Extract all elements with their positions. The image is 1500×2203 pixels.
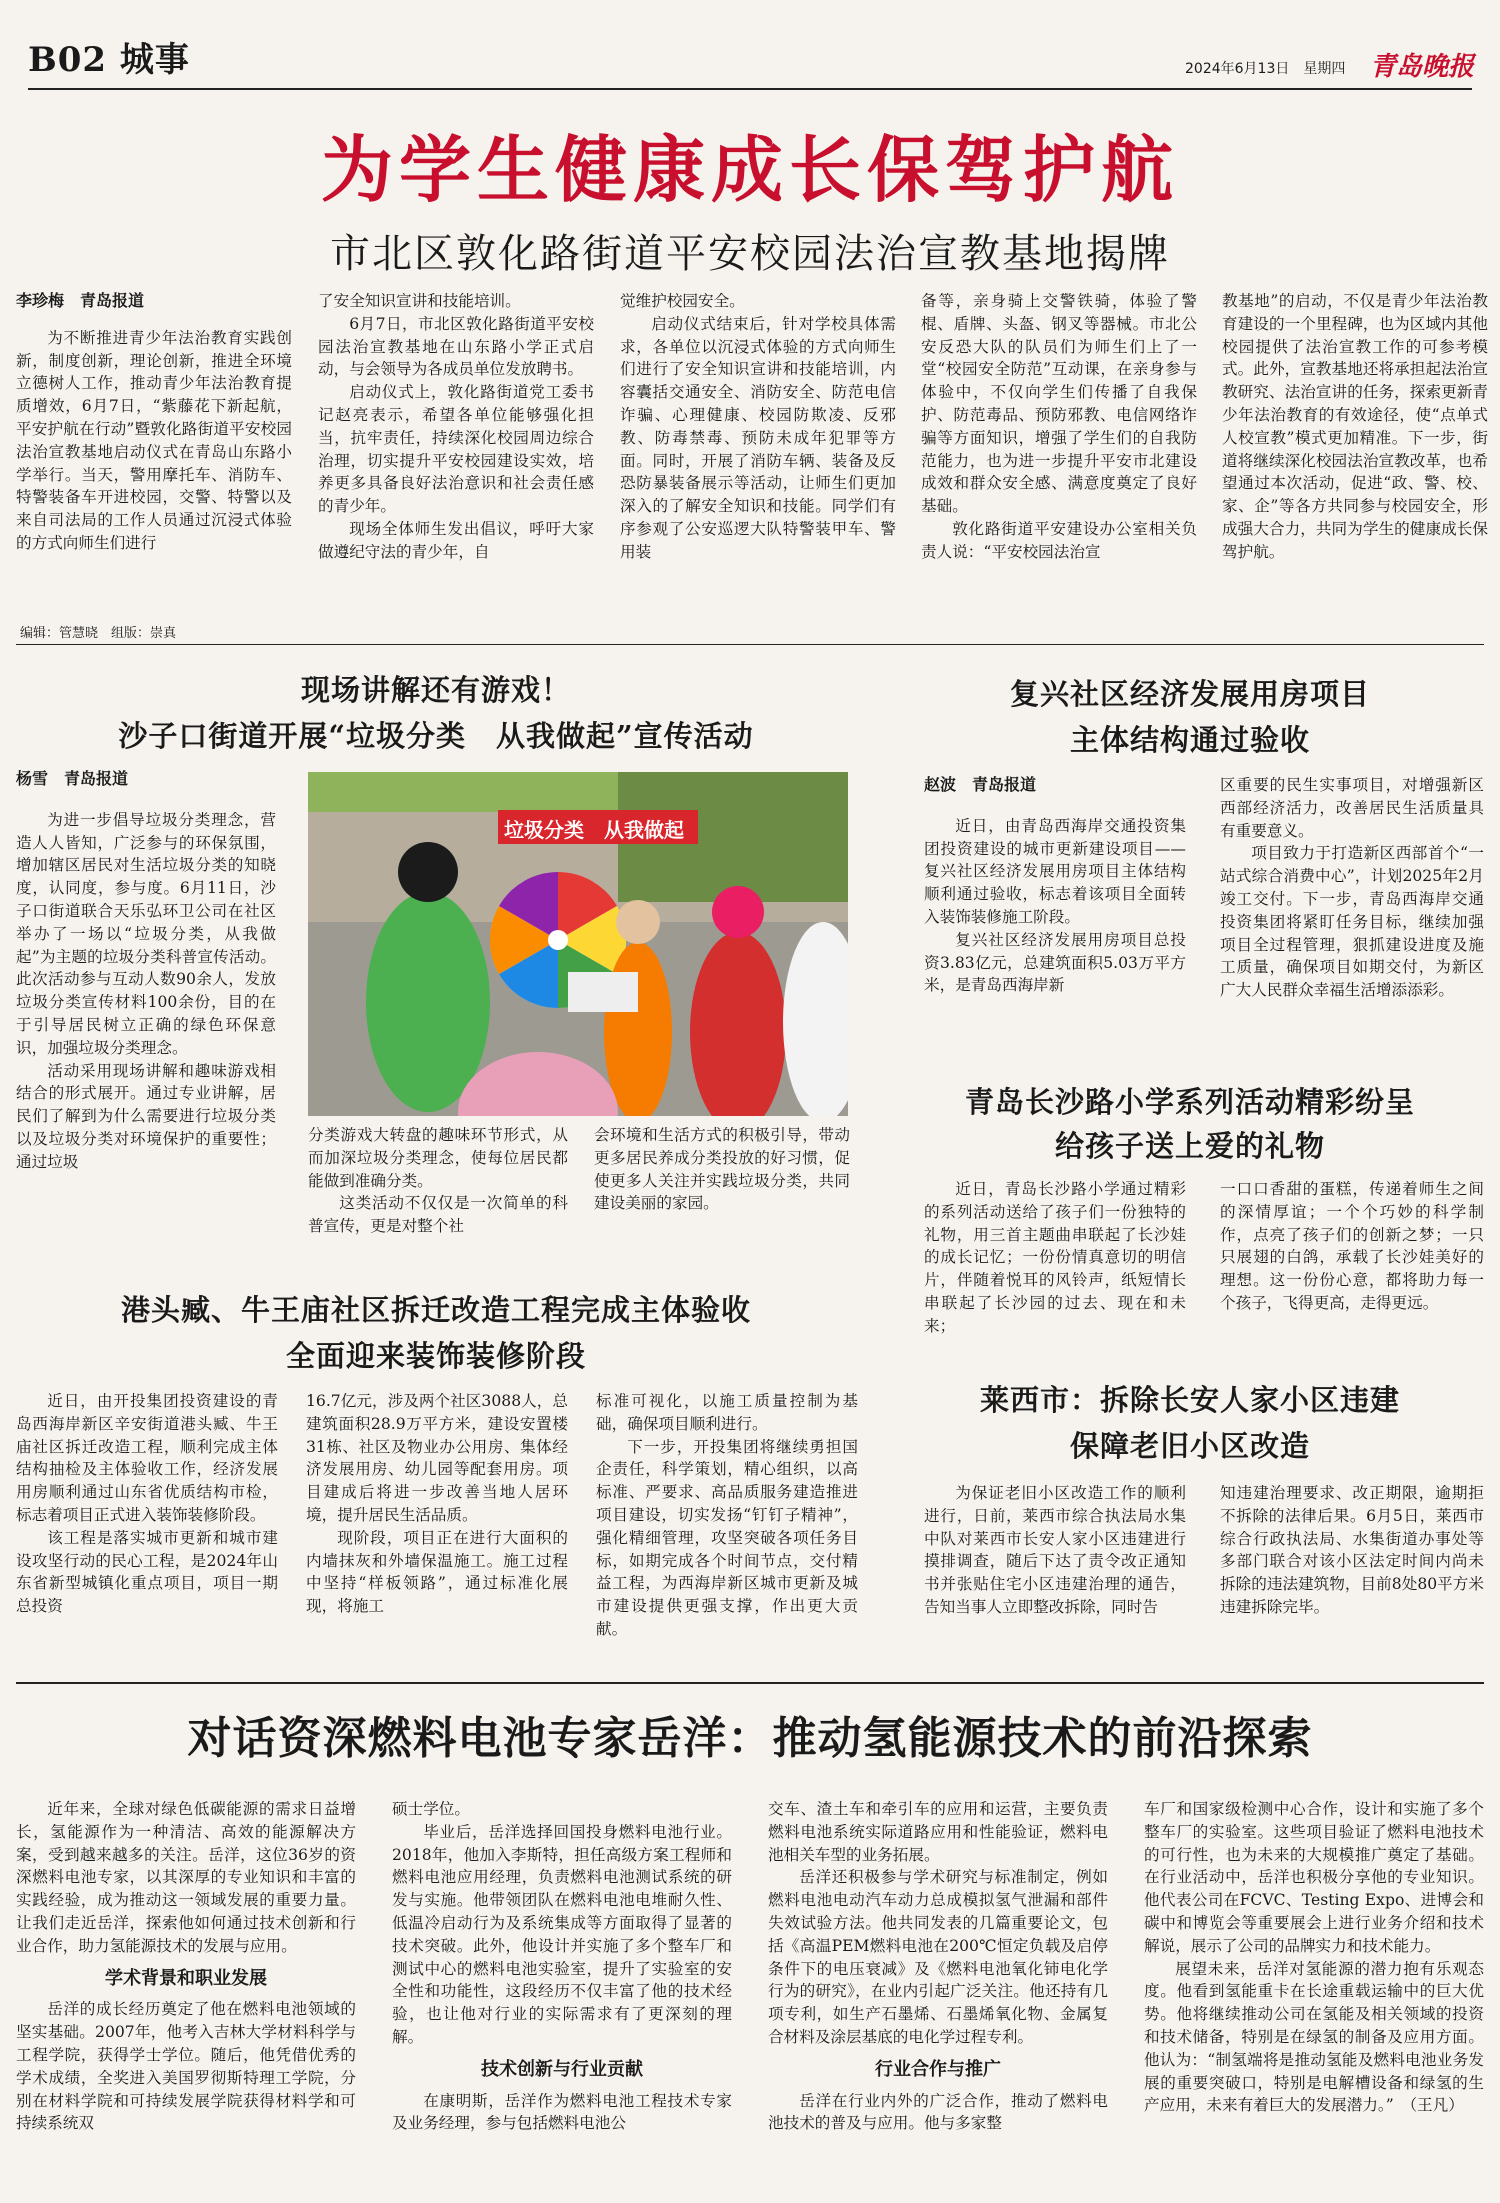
lead-column-2: [318, 290, 594, 610]
fuelcell-paragraph: 近年来，全球对绿色低碳能源的需求日益增长，氢能源作为一种清洁、高效的能源解决方案，受到越来越多的关注。岳洋，这位36岁的资深燃料电池专家，以其深厚的专业知识和丰富的实践经验，成为推动这一领域发展的重要力量。让我们走近岳洋，探索他如何通过技术创新和行业合作，助力氢能源技术的发展与应用。: [16, 1800, 356, 1955]
issue-date: 2024年6月13日 星期四: [1185, 61, 1346, 77]
gangtou-headline-1: 港头臧、牛王庙社区拆迁改造工程完成主体验收: [120, 1293, 751, 1327]
laixi-paragraph: 为保证老旧小区改造工作的顺利进行，日前，莱西市综合执法局水集中队对莱西市长安人家小区违建进行摸排调查，随后下达了责令改正通知书并张贴住宅小区违建治理的通告，告知当事人立即整改拆除，同时告: [924, 1484, 1186, 1616]
changsha-headline-2: 给孩子送上爱的礼物: [1054, 1129, 1325, 1163]
laixi-column-1: [924, 1482, 1186, 1658]
lead-byline: 李珍梅 青岛报道: [16, 291, 145, 310]
garbage-headline-1: 现场讲解还有游戏！: [300, 673, 571, 707]
lead-subheadline: 市北区敦化路街道平安校园法治宣教基地揭牌: [330, 231, 1170, 277]
fuelcell-subhead: 行业合作与推广: [875, 2058, 1001, 2080]
fuelcell-subhead: 学术背景和职业发展: [105, 1967, 267, 1989]
garbage-paragraph: 活动采用现场讲解和趣味游戏相结合的形式展开。通过专业讲解，居民们了解到为什么需要进行垃圾分类以及垃圾分类对环境保护的重要性；通过垃圾: [16, 1061, 276, 1171]
fuelcell-column-3: [768, 1798, 1108, 2194]
changsha-paragraph: 近日，青岛长沙路小学通过精彩的系列活动送给了孩子们一份独特的礼物，用三首主题曲串联起了长沙娃的成长记忆；一份份情真意切的明信片，伴随着悦耳的风铃声，纸短情长串联起了长沙园的过去、现在和未来；: [924, 1180, 1186, 1335]
laixi-column-2: [1220, 1482, 1484, 1658]
photo-banner-text: 垃圾分类 从我做起: [504, 818, 684, 842]
lead-paragraph: 启动仪式结束后，针对学校具体需求，各单位以沉浸式体验的方式向师生们进行了安全知识宣讲和技能培训，内容囊括交通安全、消防安全、防范电信诈骗、心理健康、校园防欺凌、反邪教、防毒禁毒、预防未成年犯罪等方面。同时，开展了消防车辆、装备及反恐防暴装备展示等活动，让师生们更加深入的了解安全知识和技能。同学们有序参观了公安巡逻大队特警装甲车、警用装: [620, 314, 896, 561]
gangtou-column-1: [16, 1390, 278, 1658]
laixi-headline-2: 保障老旧小区改造: [1069, 1429, 1310, 1463]
gangtou-paragraph: 该工程是落实城市更新和城市建设攻坚行动的民心工程，是2024年山东省新型城镇化重点项目，项目一期总投资: [16, 1528, 278, 1616]
fuxing-paragraph: 区重要的民生实事项目，对增强新区西部经济活力，改善居民生活质量具有重要意义。: [1220, 776, 1484, 840]
garbage-paragraph: 这类活动不仅仅是一次简单的科普宣传，更是对整个社: [308, 1194, 568, 1236]
fuelcell-headline: 对话资深燃料电池专家岳洋：推动氢能源技术的前沿探索: [187, 1713, 1313, 1764]
gangtou-paragraph: 现阶段，项目正在进行大面积的内墙抹灰和外墙保温施工。施工过程中坚持“样板领路”，通过标准化展现，将施工: [306, 1528, 568, 1616]
garbage-column-1: [16, 768, 276, 1258]
garbage-paragraph: 会环境和生活方式的积极引导，带动更多居民养成分类投放的好习惯，促使更多人关注并实践垃圾分类，共同建设美丽的家园。: [594, 1126, 850, 1213]
lead-paragraph: 教基地”的启动，不仅是青少年法治教育建设的一个里程碑，也为区域内其他校园提供了法治宣教工作的可参考模式。此外，宣教基地还将承担起法治宣教研究、法治宣讲的任务，探索更新青少年法治教育的有效途径，使“点单式人校宣教”模式更加精准。下一步，街道将继续深化校园法治宣教改革，也希望通过本次活动，促进“政、警、校、家、企”等各方共同参与校园安全，形成强大合力，共同为学生的健康成长保驾护航。: [1222, 292, 1488, 561]
lead-paragraph: 为不断推进青少年法治教育实践创新，制度创新，理论创新，推进全环境立德树人工作，推动青少年法治教育提质增效，6月7日，“紫藤花下新起航，平安护航在行动”暨敦化路街道平安校园法治宣教基地启动仪式在青岛山东路小学举行。当天，警用摩托车、消防车、特警装备车开进校园，交警、特警以及来自司法局的工作人员通过沉浸式体验的方式向师生们进行: [16, 328, 292, 552]
lead-column-3: [620, 290, 896, 610]
fuxing-paragraph: 近日，由青岛西海岸交通投资集团投资建设的城市更新建设项目——复兴社区经济发展用房项目主体结构顺利通过验收，标志着该项目全面转入装饰装修施工阶段。: [924, 816, 1186, 926]
gangtou-paragraph: 近日，由开投集团投资建设的青岛西海岸新区辛安街道港头臧、牛王庙社区拆迁改造工程，顺利完成主体结构抽检及主体验收工作，经济发展用房顺利通过山东省优质结构市检，标志着项目正式进入装饰装修阶段。: [16, 1392, 278, 1524]
lead-paragraph: 现场全体师生发出倡议，呼吁大家做遵纪守法的青少年，自: [318, 519, 594, 561]
garbage-column-2: [308, 1124, 568, 1264]
fuelcell-paragraph: 交车、渣土车和牵引车的应用和运营，主要负责燃料电池系统实际道路应用和性能验证，燃料电池相关车型的业务拓展。: [768, 1800, 1108, 1864]
section-label: B02 城事: [28, 40, 190, 80]
lead-paragraph: 6月7日，市北区敦化路街道平安校园法治宣教基地在山东路小学正式启动，与会领导为各成员单位发放聘书。: [318, 314, 594, 379]
fuelcell-column-2: [392, 1798, 732, 2194]
lead-column-4: [921, 290, 1197, 610]
gangtou-headline-2: 全面迎来装饰装修阶段: [285, 1339, 586, 1373]
fuxing-column-2: [1220, 774, 1484, 1074]
fuelcell-paragraph: 车厂和国家级检测中心合作，设计和实施了多个整车厂的实验室。这些项目验证了燃料电池技术的可行性，也为未来的大规模推广奠定了基础。在行业活动中，岳洋也积极分享他的专业知识。他代表公司在FCVC、Testing Expo、进博会和碳中和博览会等重要展会上进行业务介绍和技术解说，展示了公司的品牌实力和技术能力。: [1144, 1800, 1484, 1955]
changsha-column-1: [924, 1178, 1186, 1348]
fuxing-byline: 赵波 青岛报道: [924, 775, 1037, 794]
fuelcell-paragraph: 硕士学位。: [392, 1800, 470, 1818]
fuxing-headline-2: 主体结构通过验收: [1069, 723, 1310, 757]
garbage-byline: 杨雪 青岛报道: [16, 769, 129, 788]
fuelcell-subhead: 技术创新与行业贡献: [481, 2058, 643, 2080]
changsha-column-2: [1220, 1178, 1484, 1348]
fuelcell-column-1: [16, 1798, 356, 2194]
paper-logo: 青岛晚报: [1370, 52, 1475, 82]
lead-paragraph: 敦化路街道平安建设办公室相关负责人说：“平安校园法治宣: [921, 519, 1197, 561]
garbage-paragraph: 为进一步倡导垃圾分类理念，营造人人皆知，广泛参与的环保氛围，增加辖区居民对生活垃圾分类的知晓度，认同度，参与度。6月11日，沙子口街道联合天乐弘环卫公司在社区举办了一场以“垃圾分类，从我做起”为主题的垃圾分类科普宣传活动。此次活动参与互动人数90余人，发放垃圾分类宣传材料100余份，目的在于引导居民树立正确的绿色环保意识，加强垃圾分类理念。: [16, 810, 276, 1057]
fuxing-paragraph: 项目致力于打造新区西部首个“一站式综合消费中心”，计划2025年2月竣工交付。下一步，青岛西海岸交通投资集团将紧盯任务目标，继续加强项目全过程管理，狠抓建设进度及施工质量，确保项目如期交付，为新区广大人民群众幸福生活增添添彩。: [1220, 844, 1484, 1000]
fuelcell-paragraph: 展望未来，岳洋对氢能源的潜力抱有乐观态度。他看到氢能重卡在长途重载运输中的巨大优势。他将继续推动公司在氢能及相关领域的投资和技术储备，特别是在绿氢的制备及应用方面。他认为：“制氢端将是推动氢能及燃料电池业务发展的重要突破口，特别是电解槽设备和绿氢的生产应用，未来有着巨大的发展潜力。” （王凡）: [1144, 1959, 1484, 2115]
fuelcell-paragraph: 毕业后，岳洋选择回国投身燃料电池行业。2018年，他加入李斯特，担任高级方案工程师和燃料电池应用经理，负责燃料电池测试系统的研发与实施。他带领团队在燃料电池电堆耐久性、低温冷启动行为及系统集成等方面取得了显著的技术突破。此外，他设计并实施了多个整车厂和测试中心的燃料电池实验室，提升了实验室的安全性和功能性，这段经历不仅丰富了他的技术经验，也让他对行业的实际需求有了更深刻的理解。: [392, 1822, 732, 2046]
changsha-headline-1: 青岛长沙路小学系列活动精彩纷呈: [964, 1085, 1415, 1119]
lead-column-1: [16, 290, 292, 610]
garbage-column-3: [594, 1124, 850, 1264]
editor-credit: 编辑：管慧晓 组版：崇真: [20, 626, 177, 641]
fuelcell-paragraph: 岳洋在行业内外的广泛合作，推动了燃料电池技术的普及与应用。他与多家整: [768, 2091, 1108, 2133]
garbage-headline-2: 沙子口街道开展“垃圾分类 从我做起”宣传活动: [118, 719, 754, 753]
lead-paragraph: 备等，亲身骑上交警铁骑，体验了警棍、盾牌、头盔、钢叉等器械。市北公安反恐大队的队员们为师生们上了一堂“校园安全防范”互动课，在亲身参与体验中，不仅向学生们传播了自我保护、防范毒品、预防邪教、电信网络诈骗等方面知识，增强了学生们的自我防范能力，也为进一步提升平安市北建设成效和群众安全感、满意度奠定了良好基础。: [921, 292, 1197, 516]
fuelcell-column-4: [1144, 1798, 1484, 2194]
lead-paragraph: 觉维护校园安全。: [620, 292, 745, 310]
lead-paragraph: 了安全知识宣讲和技能培训。: [318, 292, 521, 310]
garbage-photo: [308, 772, 848, 1116]
lead-column-5: [1222, 290, 1488, 610]
fuelcell-paragraph: 岳洋的成长经历奠定了他在燃料电池领域的坚实基础。2007年，他考入吉林大学材料科学与工程学院，获得学士学位。随后，他凭借优秀的学术成绩，全奖进入美国罗彻斯特理工学院，分别在材料学院和可持续发展学院获得材料学和可持续系统双: [16, 2000, 356, 2133]
header-rule: [28, 88, 1472, 90]
section-divider: [16, 644, 1484, 645]
garbage-paragraph: 分类游戏大转盘的趣味环节形式，从而加深垃圾分类理念，使每位居民都能做到准确分类。: [308, 1126, 568, 1190]
fuelcell-paragraph: 岳洋还积极参与学术研究与标准制定，例如燃料电池电动汽车动力总成模拟氢气泄漏和部件失效试验方法。他共同发表的几篇重要论文，包括《高温PEM燃料电池在200℃恒定负载及启停条件下的电压衰减》及《燃料电池氧化铈电化学行为的研究》，在业内引起广泛关注。他还持有几项专利，如生产石墨烯、石墨烯氧化物、金属复合材料及涂层基底的电化学过程专利。: [768, 1868, 1108, 2046]
gangtou-paragraph: 标准可视化，以施工质量控制为基础，确保项目顺利进行。: [596, 1392, 858, 1433]
fuxing-paragraph: 复兴社区经济发展用房项目总投资3.83亿元，总建筑面积5.03万平方米，是青岛西海岸新: [924, 930, 1186, 995]
gangtou-paragraph: 下一步，开投集团将继续勇担国企责任，科学策划，精心组织，以高标准、严要求、高品质服务建造推进项目建设，切实发扬“钉钉子精神”，强化精细管理，攻坚突破各项任务目标，如期完成各个时间节点，交付精益工程，为西海岸新区城市更新及城市建设提供更强支撑，作出更大贡献。: [596, 1437, 858, 1638]
lead-headline: 为学生健康成长保驾护航: [320, 127, 1179, 212]
lead-paragraph: 启动仪式上，敦化路街道党工委书记赵亮表示，希望各单位能够强化担当，抗牢责任，持续深化校园周边综合治理，切实提升平安校园建设实效，培养更多具备良好法治意识和社会责任感的青少年。: [318, 383, 594, 516]
gangtou-paragraph: 16.7亿元，涉及两个社区3088人，总建筑面积28.9万平方米，建设安置楼31栋、社区及物业办公用房、集体经济发展用房、幼儿园等配套用房。项目建成后将进一步改善当地人居环境，提升居民生活品质。: [306, 1392, 568, 1524]
fuxing-column-1: [924, 774, 1186, 1074]
fuxing-headline-1: 复兴社区经济发展用房项目: [1009, 677, 1370, 711]
section-divider: [16, 1682, 1484, 1684]
laixi-paragraph: 知违建治理要求、改正期限，逾期拒不拆除的法律后果。6月5日，莱西市综合行政执法局、水集街道办事处等多部门联合对该小区法定时间内尚未拆除的违法建筑物，目前8处80平方米违建拆除完毕。: [1220, 1484, 1484, 1616]
fuelcell-paragraph: 在康明斯，岳洋作为燃料电池工程技术专家及业务经理，参与包括燃料电池公: [392, 2091, 732, 2133]
gangtou-column-3: [596, 1390, 858, 1658]
changsha-paragraph: 一口口香甜的蛋糕，传递着师生之间的深情厚谊；一个个巧妙的科学制作，点亮了孩子们的创新之梦；一只只展翅的白鸽，承载了长沙娃美好的理想。这一份份心意，都将助力每一个孩子，飞得更高，走得更远。: [1220, 1180, 1484, 1312]
gangtou-column-2: [306, 1390, 568, 1658]
laixi-headline-1: 莱西市：拆除长安人家小区违建: [979, 1383, 1400, 1417]
